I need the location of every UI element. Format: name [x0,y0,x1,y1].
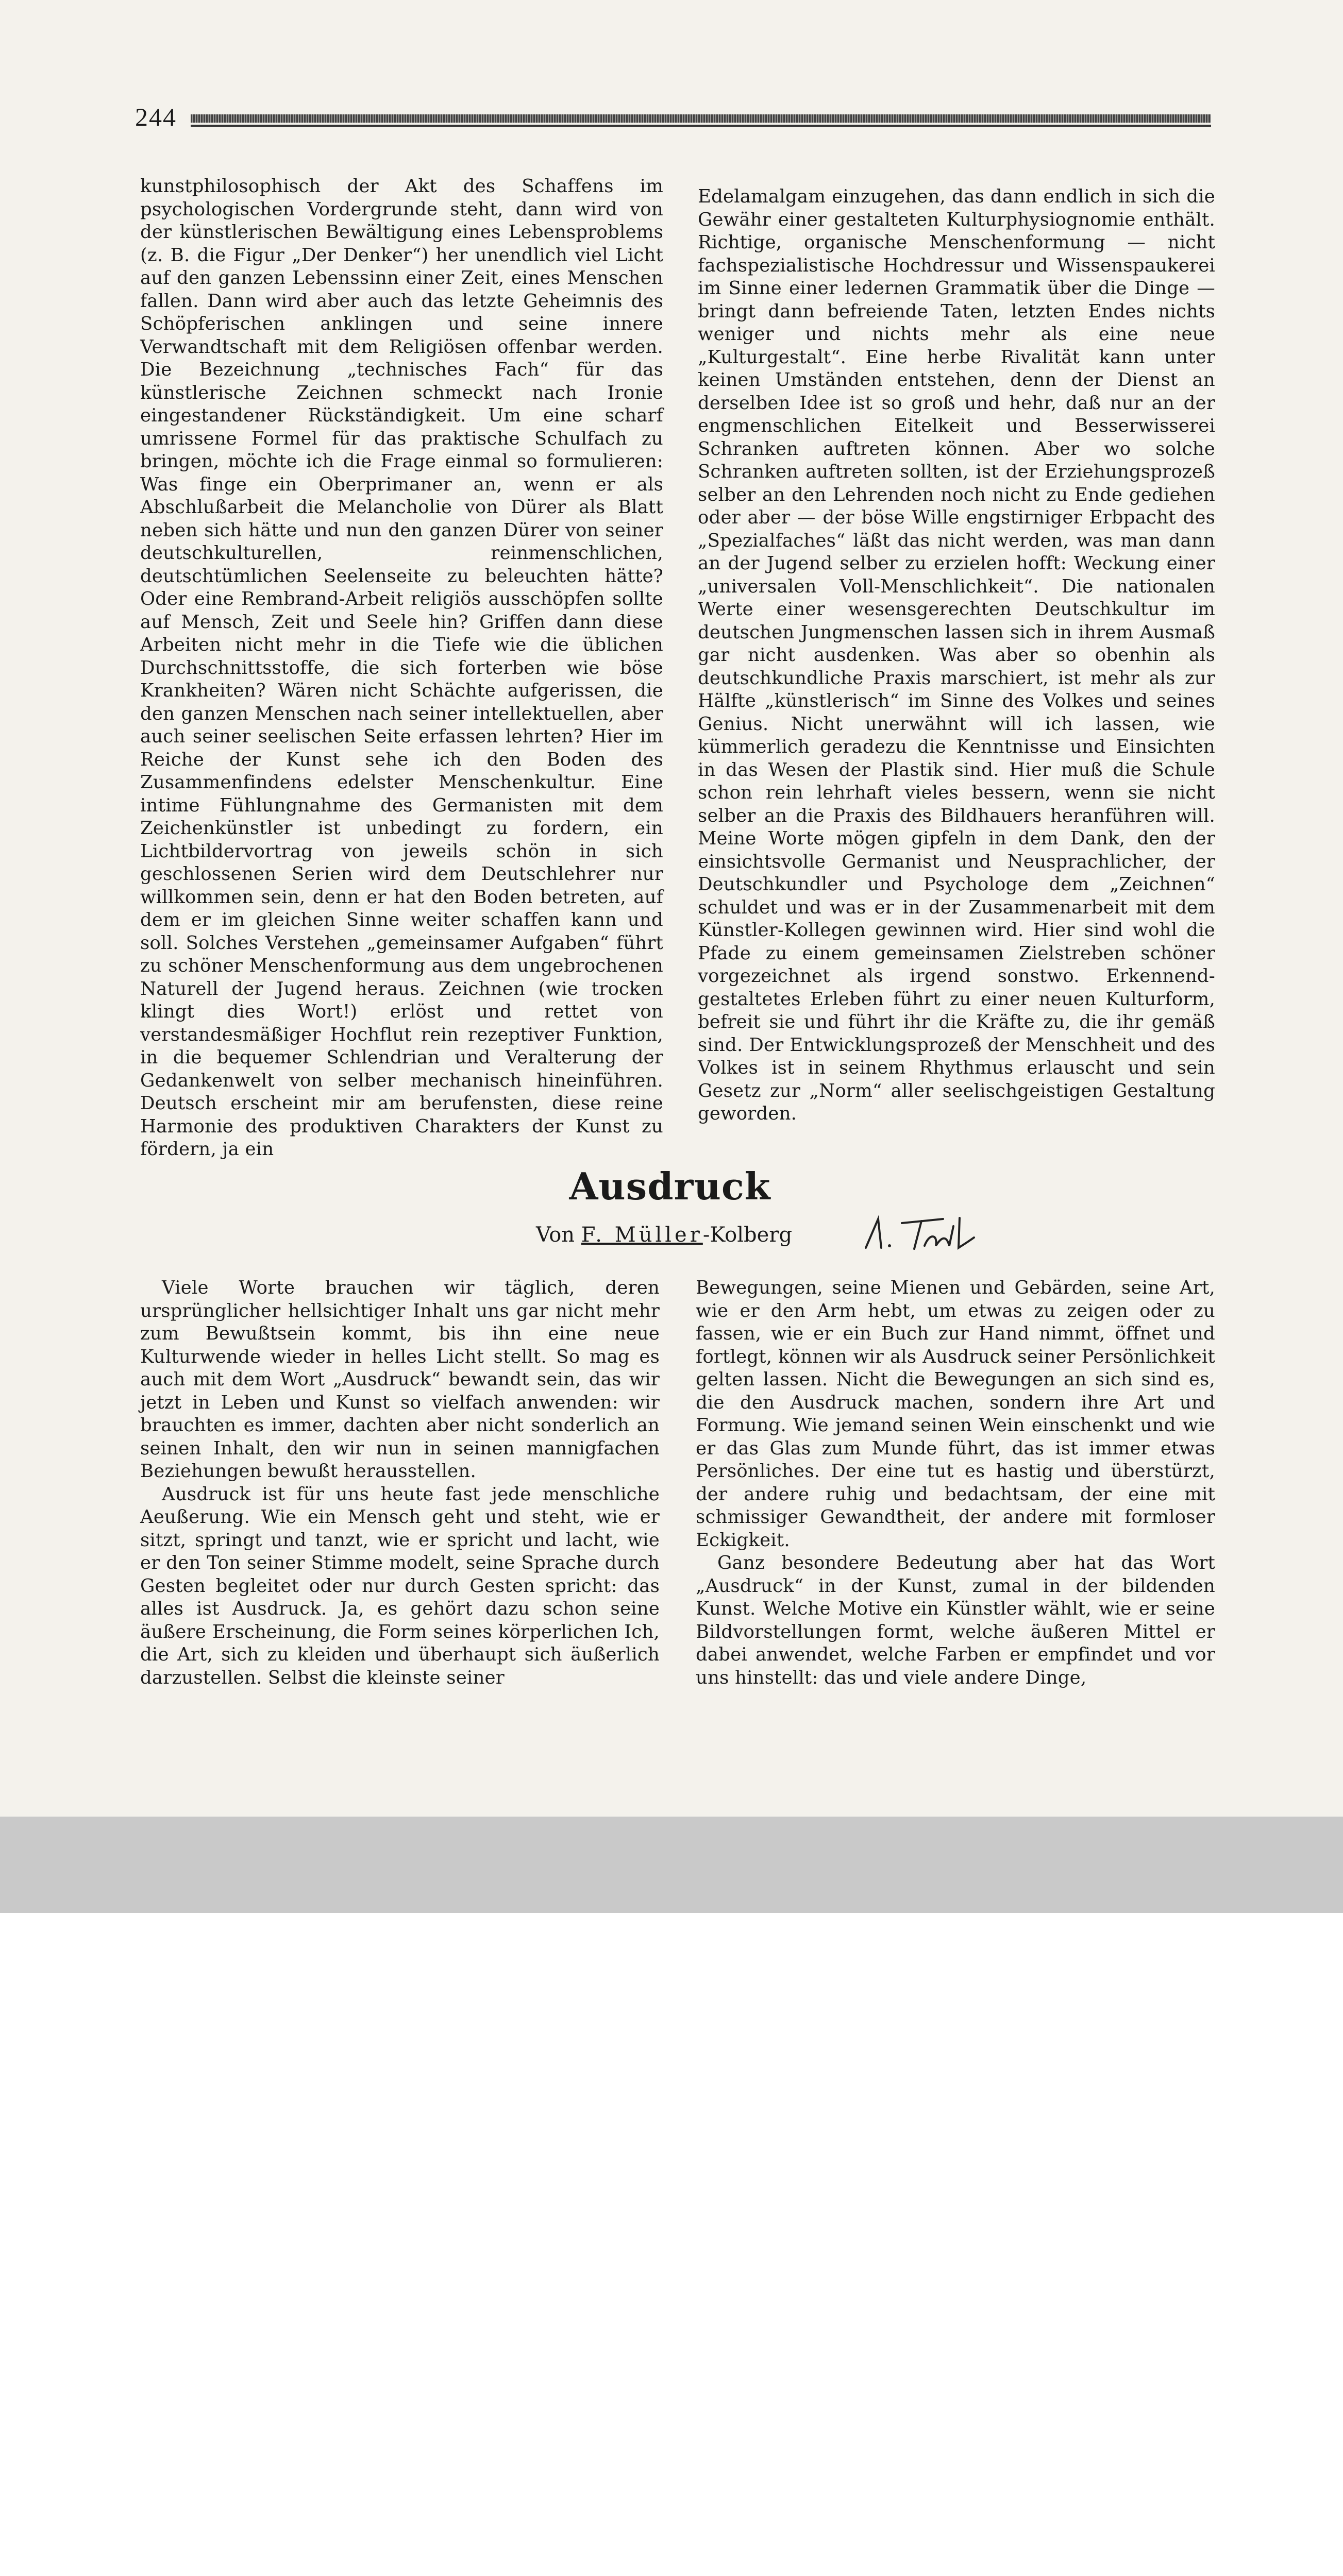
article2-column-left [140,1277,660,1689]
paragraph: Viele Worte brauchen wir täglich, deren ursprünglicher hellsichtiger Inhalt uns gar nicht mehr zum Bewußtsein kommt, bis ihn eine neue Kulturwende wieder in helles Licht stellt. So mag es auch mit dem Wort „Ausdruck“ bewandt sein, das wir jetzt in Leben und Kunst so vielfach anwenden: wir brauchten es immer, dachten aber nicht sonderlich an seinen Inhalt, den wir nun in seinen mannigfachen Beziehungen bewußt herausstellen. [140,1277,660,1482]
paragraph: Bewegungen, seine Mienen und Gebärden, seine Art, wie er den Arm hebt, um etwas zu zeigen oder zu fassen, wie er ein Buch zur Hand nimmt, öffnet und fortlegt, können wir als Ausdruck seiner Persönlichkeit gelten lassen. Nicht die Bewegungen an sich sind es, die den Ausdruck machen, sondern ihre Art und Formung. Wie jemand seinen Wein einschenkt und wie er das Glas zum Munde führt, das ist immer etwas Persönliches. Der eine tut es hastig und überstürzt, der andere ruhig und bedachtsam, der eine mit schmissiger Gewandtheit, der andere mit formloser Eckigkeit. [696,1277,1215,1551]
page-number: 244 [135,103,177,131]
byline [536,1223,792,1247]
header-rule-line [191,125,1211,127]
paragraph: Ausdruck ist für uns heute fast jede menschliche Aeußerung. Wie ein Mensch geht und steht, wie er sitzt, springt und tanzt, wie er spricht und lacht, wie er den Ton seiner Stimme modelt, seine Sprache durch Gesten begleitet oder nur durch Gesten spricht: das alles ist Ausdruck. Ja, es gehört dazu schon seine äußere Erscheinung, die Form seines körperlichen Ich, die Art, sich zu kleiden und überhaupt sich äußerlich darzustellen. Selbst die kleinste seiner [140,1483,660,1688]
paragraph: Edelamalgam einzugehen, das dann endlich in sich die Gewähr einer gestalteten Kulturphysiognomie enthält. Richtige, organische Menschenformung — nicht fachspezialistische Hochdressur und Wissenspaukerei im Sinne einer ledernen Grammatik über die Dinge — bringt dann befreiende Taten, letzten Endes nichts weniger und nichts mehr als eine neue „Kulturgestalt“. Eine herbe Rivalität kann unter keinen Umständen entstehen, denn der Dienst an derselben Idee ist so groß und hehr, daß nur an der engmenschlichen Eitelkeit und Besserwisserei Schranken auftreten können. Aber wo solche Schranken auftreten sollten, ist der Erziehungsprozeß selber an den Lehrenden noch nicht zu Ende gediehen oder aber — der böse Wille engstirniger Erbpacht des „Spezialfaches“ läßt das nicht werden, was man dann an der Jugend selber zu erzielen hofft: Weckung einer „universalen Voll-Menschlichkeit“. Die nationalen Werte einer wesensgerechten Deutschkultur im deutschen Jungmenschen lassen sich in ihrem Ausmaß gar nicht ausdenken. Was aber so obenhin als deutschkundliche Praxis marschiert, ist mehr als zur Hälfte „künstlerisch“ im Sinne des Volkes und seines Genius. Nicht unerwähnt will ich lassen, wie kümmerlich geradezu die Kenntnisse und Einsichten in das Wesen der Plastik sind. Hier muß die Schule schon rein lehrhaft vieles bessern, wenn sie nicht selber an die Praxis des Bildhauers heranführen will. Meine Worte mögen gipfeln in dem Dank, den der einsichtsvolle Germanist und Neusprachlicher, der Deutschkundler und Psychologe dem „Zeichnen“ schuldet und was er in der Zusammenarbeit mit dem Künstler-Kollegen gewinnen wird. Hier sind wohl die Pfade zu einem gemeinsamen Zielstreben schöner vorgezeichnet als irgend sonstwo. Erkennend-gestaltetes Erleben führt zu einer neuen Kulturform, befreit sie und führt ihr die Kräfte zu, die ihr gemäß sind. Der Entwicklungsprozeß der Menschheit und des Volkes ist in seinem Rhythmus erlauscht und sein Gesetz zur „Norm“ aller seelischgeistigen Gestaltung geworden. [698,186,1215,1124]
footer-bar [0,1817,1343,1913]
byline-suffix: -Kolberg [702,1223,793,1247]
byline-prefix: Von [536,1223,575,1247]
header-rule [191,114,1211,123]
handwritten-note [861,1212,984,1253]
author-name: F. Müller [581,1223,703,1247]
article1-column-left [140,175,663,1161]
article-title: Ausdruck [569,1164,771,1208]
article2-column-right [696,1277,1215,1689]
article1-column-right [698,185,1215,1126]
paragraph: kunstphilosophisch der Akt des Schaffens im psychologischen Vordergrunde steht, dann wird von der künstlerischen Bewältigung eines Lebensproblems (z. B. die Figur „Der Denker“) her unendlich viel Licht auf den ganzen Lebenssinn einer Zeit, eines Menschen fallen. Dann wird aber auch das letzte Geheimnis des Schöpferischen anklingen und seine innere Verwandtschaft mit dem Religiösen offenbar werden. Die Bezeichnung „technisches Fach“ für das künstlerische Zeichnen schmeckt nach Ironie eingestandener Rückständigkeit. Um eine scharf umrissene Formel für das praktische Schulfach zu bringen, möchte ich die Frage einmal so formulieren: Was finge ein Oberprimaner an, wenn er als Abschlußarbeit die Melancholie von Dürer als Blatt neben sich hätte und nun den ganzen Dürer von seiner deutschkulturellen, reinmenschlichen, deutschtümlichen Seelenseite zu beleuchten hätte? Oder eine Rembrand-Arbeit religiös ausschöpfen sollte auf Mensch, Zeit und Seele hin? Griffen dann diese Arbeiten nicht mehr in die Tiefe wie die üblichen Durchschnittsstoffe, die sich forterben wie böse Krankheiten? Wären nicht Schächte aufgerissen, die den ganzen Menschen nach seiner intellektuellen, aber auch seiner seelischen Seite erfassen lehrten? Hier im Reiche der Kunst sehe ich den Boden des Zusammenfindens edelster Menschenkultur. Eine intime Fühlungnahme des Germanisten mit dem Zeichenkünstler ist unbedingt zu fordern, ein Lichtbildervortrag von jeweils schön in sich geschlossenen Serien wird dem Deutschlehrer nur willkommen sein, denn er hat den Boden betreten, auf dem er im gleichen Sinne weiter schaffen kann und soll. Solches Verstehen „gemeinsamer Aufgaben“ führt zu schöner Menschenformung aus dem ungebrochenen Naturell der Jugend heraus. Zeichnen (wie trocken klingt dies Wort!) erlöst und rettet von verstandesmäßiger Hochflut rein rezeptiver Funktion, in die bequemer Schlendrian und Veralterung der Gedankenwelt von selber mechanisch hineinführen. Deutsch erscheint mir am berufensten, diese reine Harmonie des produktiven Charakters der Kunst zu fördern, ja ein [140,176,663,1160]
paragraph: Ganz besondere Bedeutung aber hat das Wort „Ausdruck“ in der Kunst, zumal in der bildenden Kunst. Welche Motive ein Künstler wählt, wie er seine Bildvorstellungen formt, welche äußeren Mittel er dabei anwendet, welche Farben er empfindet und vor uns hinstellt: das und viele andere Dinge, [696,1552,1215,1688]
